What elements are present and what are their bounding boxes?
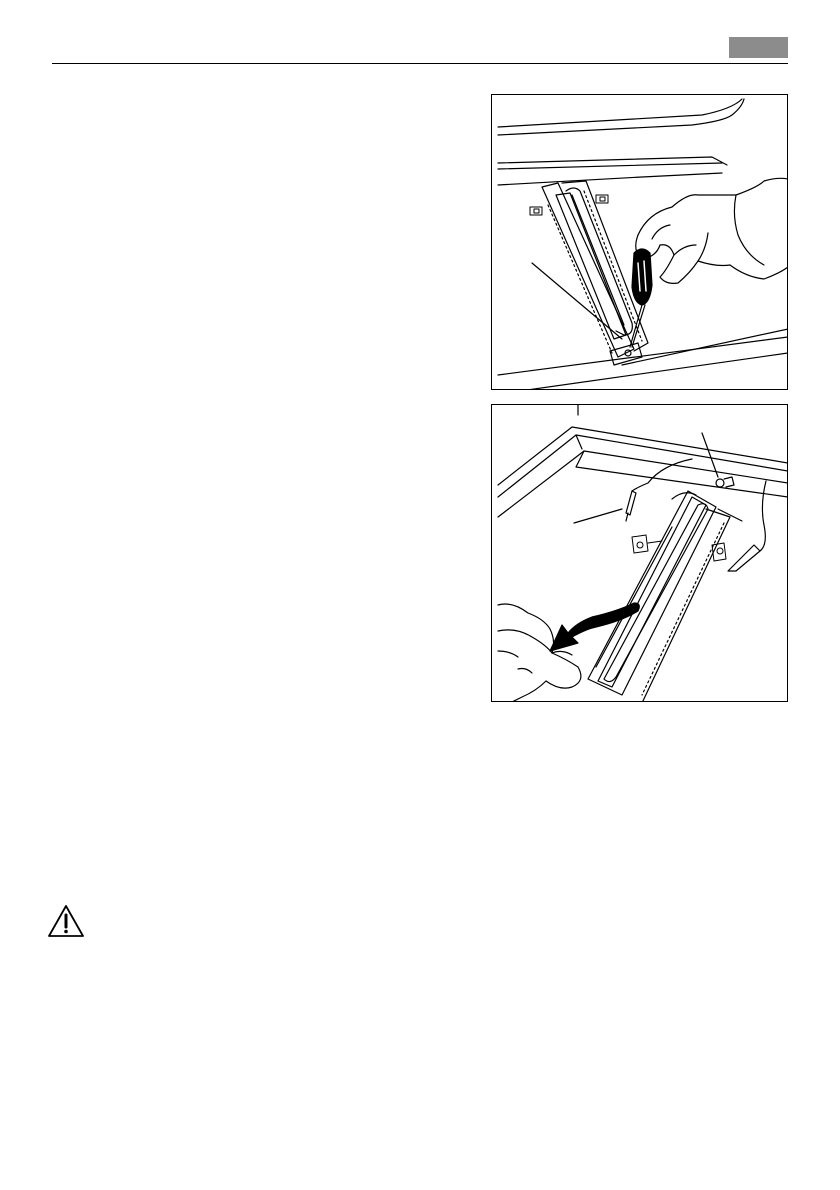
cable-right bbox=[760, 481, 766, 551]
unscrew-element-illustration bbox=[492, 95, 788, 390]
left-bracket bbox=[632, 535, 662, 553]
hand bbox=[498, 604, 581, 702]
pointer-line bbox=[532, 263, 622, 339]
header-rule bbox=[52, 63, 788, 64]
figure-unscrew-element bbox=[491, 94, 788, 390]
heating-element bbox=[542, 181, 648, 365]
probe-left bbox=[626, 491, 636, 521]
figure-remove-element bbox=[491, 404, 788, 702]
screwdriver bbox=[630, 249, 652, 347]
language-tab bbox=[729, 37, 788, 58]
fixing-screw bbox=[716, 477, 734, 487]
heating-element bbox=[588, 491, 742, 702]
hand bbox=[636, 178, 788, 283]
right-bracket bbox=[596, 195, 608, 203]
left-bracket bbox=[530, 207, 542, 215]
warning-triangle-icon bbox=[46, 903, 86, 939]
pointer-line-probe bbox=[574, 509, 622, 523]
remove-element-illustration bbox=[492, 405, 788, 702]
probe-right bbox=[728, 545, 760, 571]
